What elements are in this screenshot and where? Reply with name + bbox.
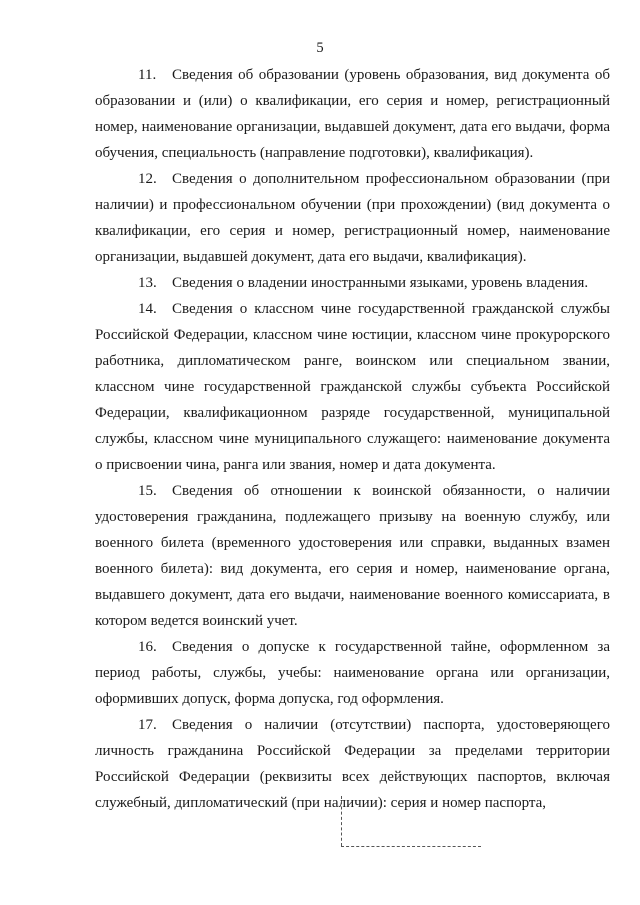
paragraph-text: Сведения о классном чине государственной гражданской службы Российской Федерации, классном чине юстиции, классном чине прокурорского работника, дипломатическом ранге, воинском или специальном звании, классном чине государственной гражданской службы субъекта Российской Федерации, квалификационном разряде государственной, муниципальной службы, классном чине муниципального служащего: наименование документа о присвоении чина, ранга или звания, номер и дата документа. (95, 301, 610, 473)
document-body (95, 62, 610, 816)
paragraph-number: 17. (138, 717, 157, 733)
scan-artifact-vertical (341, 796, 342, 846)
paragraph-text: Сведения об отношении к воинской обязанности, о наличии удостоверения гражданина, подлежащего призыву на военную службу, или военного билета (временного удостоверения или справки, выданных взамен военного билета): вид документа, его серия и номер, наименование органа, выдавшего документ, дата его выдачи, наименование военного комиссариата, в котором ведется воинский учет. (95, 483, 610, 629)
scan-artifact-horizontal (341, 846, 481, 847)
paragraph-14 (95, 296, 610, 478)
paragraph-11 (95, 62, 610, 166)
paragraph-15 (95, 478, 610, 634)
paragraph-number: 12. (138, 171, 157, 187)
paragraph-number: 14. (138, 301, 157, 317)
paragraph-text: Сведения о допуске к государственной тайне, оформленном за период работы, службы, учебы: наименование органа или организации, оформивших допуск, форма допуска, год оформления. (95, 639, 610, 707)
paragraph-text: Сведения о владении иностранными языками, уровень владения. (172, 275, 589, 291)
paragraph-text: Сведения об образовании (уровень образования, вид документа об образовании и (или) о квалификации, его серия и номер, регистрационный номер, наименование организации, выдавшей документ, дата его выдачи, форма обучения, специальность (направление подготовки), квалификация). (95, 67, 610, 161)
paragraph-16 (95, 634, 610, 712)
page-number: 5 (316, 40, 324, 56)
paragraph-17 (95, 712, 610, 816)
paragraph-number: 15. (138, 483, 157, 499)
paragraph-text: Сведения о дополнительном профессиональном образовании (при наличии) и профессиональном обучении (при прохождении) (вид документа о квалификации, его серия и номер, регистрационный номер, наименование организации, выдавшей документ, дата его выдачи, квалификация). (95, 171, 610, 265)
paragraph-text: Сведения о наличии (отсутствии) паспорта, удостоверяющего личность гражданина Российской Федерации за пределами территории Российской Федерации (реквизиты всех действующих паспортов, включая служебный, дипломатический (при наличии): серия и номер паспорта, (95, 717, 610, 811)
paragraph-number: 11. (138, 67, 157, 83)
paragraph-12 (95, 166, 610, 270)
paragraph-number: 13. (138, 275, 157, 291)
paragraph-13 (95, 270, 610, 296)
paragraph-number: 16. (138, 639, 157, 655)
